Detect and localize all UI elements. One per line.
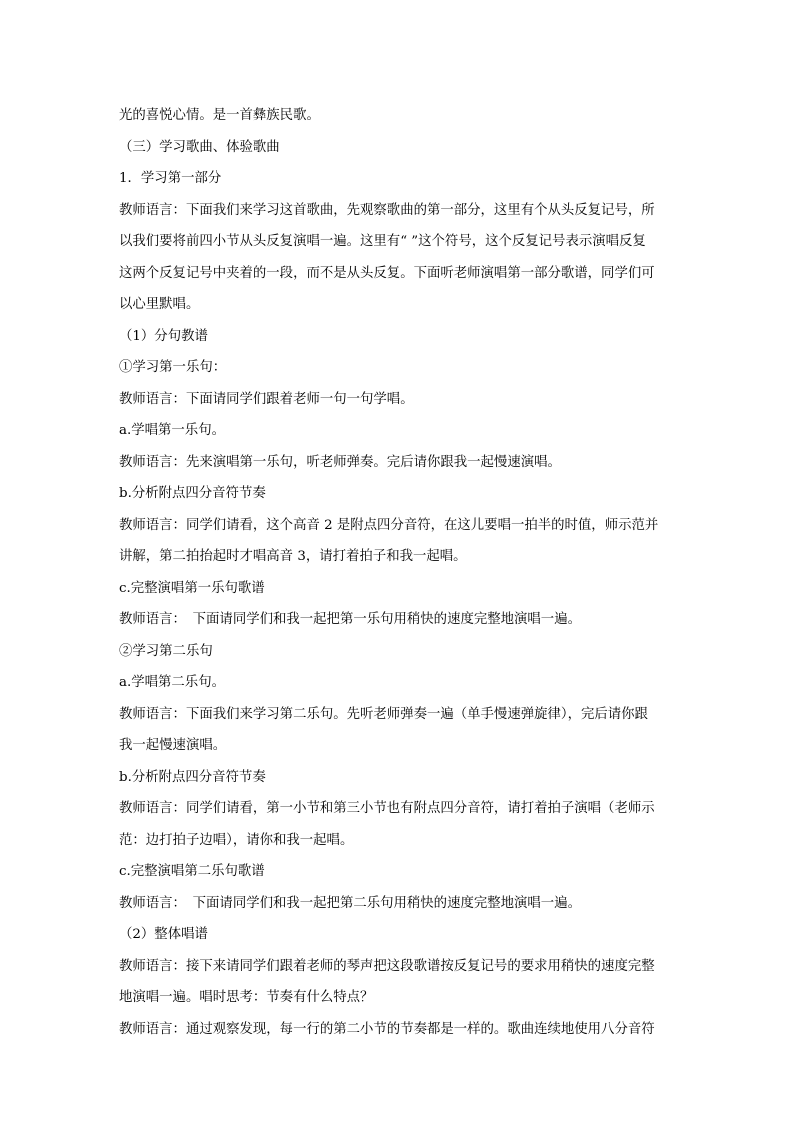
text-line: 教师语言：通过观察发现，每一行的第二小节的节奏都是一样的。歌曲连续地使用八分音符 xyxy=(119,1021,655,1037)
step-heading: c.完整演唱第一乐句歌谱 xyxy=(119,580,265,596)
text-line: 教师语言：下面我们来学习第二乐句。先听老师弹奏一遍（单手慢速弹旋律），完后请你跟 xyxy=(119,706,648,722)
text-line: 教师语言： 下面请同学们和我一起把第一乐句用稍快的速度完整地演唱一遍。 xyxy=(119,612,581,627)
text-line: 光的喜悦心情。是一首彝族民歌。 xyxy=(119,108,320,123)
document-body xyxy=(119,100,677,1045)
item-heading: ①学习第一乐句： xyxy=(119,360,227,375)
text-line: 教师语言：同学们请看，第一小节和第三小节也有附点四分音符，请打着拍子演唱（老师示 xyxy=(119,801,655,816)
step-heading: c.完整演唱第二乐句歌谱 xyxy=(119,864,265,879)
text-line: 我一起慢速演唱。 xyxy=(119,738,227,753)
text-line: 这两个反复记号中夹着的一段，而不是从头反复。下面听老师演唱第一部分歌谱，同学们可 xyxy=(119,265,655,281)
text-line: 讲解，第二拍抬起时才唱高音 3，请打着拍子和我一起唱。 xyxy=(119,549,467,564)
section-heading: （三）学习歌曲、体验歌曲 xyxy=(119,139,280,155)
text-line: 以我们要将前四小节从头反复演唱一遍。这里有“ ”这个符号，这个反复记号表示演唱反复 xyxy=(119,234,646,249)
step-heading: a.学唱第一乐句。 xyxy=(119,423,225,438)
item-heading: ②学习第二乐句 xyxy=(119,643,213,659)
subsection-heading: 1．学习第一部分 xyxy=(119,171,222,186)
text-line: 教师语言：同学们请看，这个高音 2 是附点四分音符，在这儿要唱一拍半的时值，师示范并 xyxy=(119,517,659,533)
subsection-heading: （1）分句教谱 xyxy=(119,328,208,344)
step-heading: a.学唱第二乐句。 xyxy=(119,675,225,690)
text-line: 地演唱一遍。唱时思考：节奏有什么特点？ xyxy=(119,990,374,1005)
step-heading: b.分析附点四分音符节奏 xyxy=(119,486,266,501)
text-line: 教师语言： 下面请同学们和我一起把第二乐句用稍快的速度完整地演唱一遍。 xyxy=(119,895,581,911)
text-line: 以心里默唱。 xyxy=(119,297,200,312)
text-line: 教师语言：先来演唱第一乐句，听老师弹奏。完后请你跟我一起慢速演唱。 xyxy=(119,454,561,470)
step-heading: b.分析附点四分音符节奏 xyxy=(119,769,266,785)
subsection-heading: （2）整体唱谱 xyxy=(119,927,208,942)
text-line: 教师语言：下面请同学们跟着老师一句一句学唱。 xyxy=(119,391,414,407)
text-line: 范：边打拍子边唱），请你和我一起唱。 xyxy=(119,832,354,848)
text-line: 教师语言：下面我们来学习这首歌曲，先观察歌曲的第一部分，这里有个从头反复记号，所 xyxy=(119,202,655,218)
text-line: 教师语言：接下来请同学们跟着老师的琴声把这段歌谱按反复记号的要求用稍快的速度完整 xyxy=(119,958,655,974)
